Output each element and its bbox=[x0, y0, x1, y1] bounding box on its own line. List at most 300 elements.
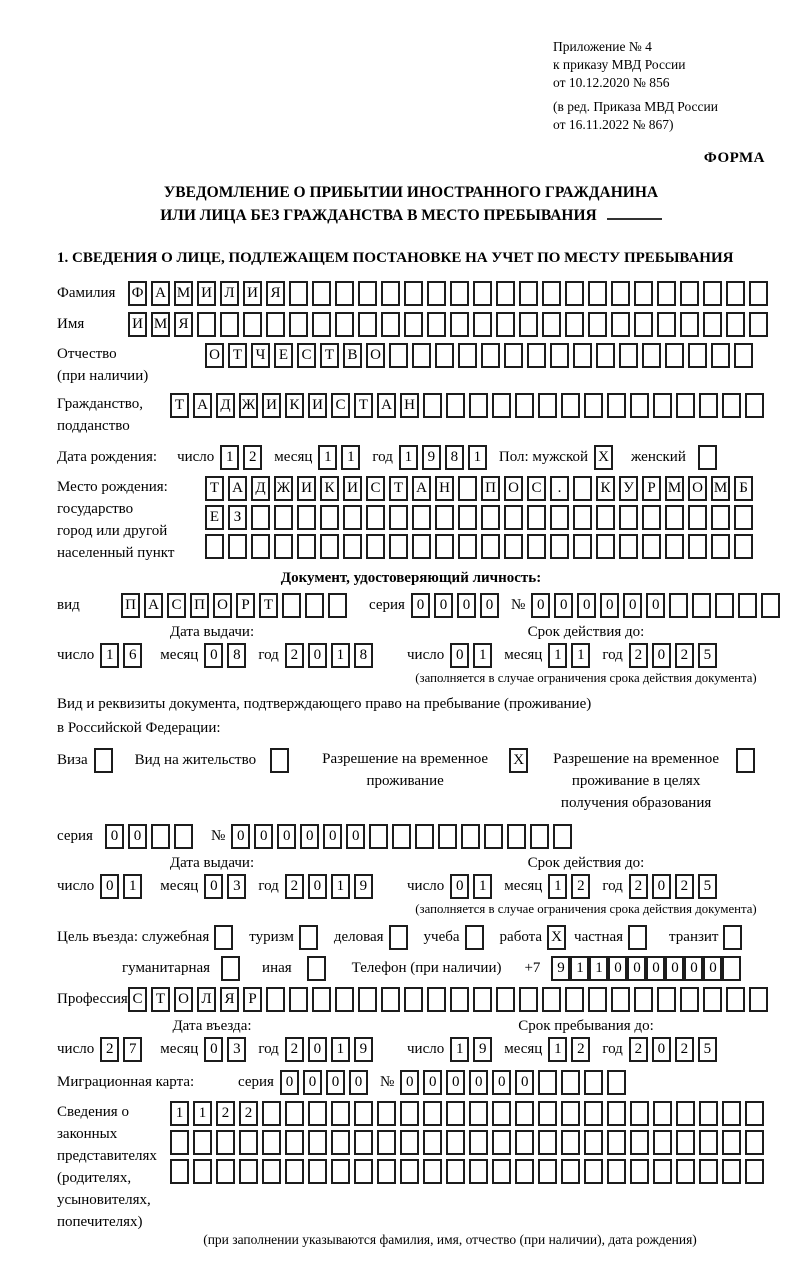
char-cell[interactable] bbox=[239, 1130, 258, 1155]
char-cell[interactable]: В bbox=[343, 343, 362, 368]
char-cell[interactable]: С bbox=[331, 393, 350, 418]
char-cell[interactable]: К bbox=[320, 476, 339, 501]
char-cell[interactable]: 9 bbox=[422, 445, 441, 470]
char-cell[interactable]: 1 bbox=[450, 1037, 469, 1062]
char-cell[interactable]: И bbox=[297, 476, 316, 501]
char-cell[interactable]: 0 bbox=[204, 874, 223, 899]
char-cell[interactable]: Н bbox=[400, 393, 419, 418]
char-cell[interactable] bbox=[274, 534, 293, 559]
char-cell[interactable]: X bbox=[509, 748, 528, 773]
char-cell[interactable]: 0 bbox=[703, 956, 722, 981]
char-cell[interactable] bbox=[377, 1159, 396, 1184]
char-cell[interactable] bbox=[657, 987, 676, 1012]
char-cell[interactable]: О bbox=[504, 476, 523, 501]
char-cell[interactable] bbox=[738, 593, 757, 618]
char-cell[interactable]: 1 bbox=[473, 643, 492, 668]
char-cell[interactable] bbox=[550, 534, 569, 559]
char-cell[interactable] bbox=[515, 393, 534, 418]
char-cell[interactable]: Т bbox=[320, 343, 339, 368]
char-cell[interactable] bbox=[308, 1130, 327, 1155]
char-cell[interactable]: . bbox=[550, 476, 569, 501]
char-cell[interactable]: 9 bbox=[473, 1037, 492, 1062]
char-cell[interactable]: 1 bbox=[331, 643, 350, 668]
char-cell[interactable] bbox=[703, 281, 722, 306]
temp-res-edu-checkbox[interactable] bbox=[736, 748, 759, 773]
char-cell[interactable]: 0 bbox=[665, 956, 684, 981]
char-cell[interactable] bbox=[423, 1101, 442, 1126]
char-cell[interactable] bbox=[561, 1130, 580, 1155]
char-cell[interactable]: 8 bbox=[354, 643, 373, 668]
char-cell[interactable] bbox=[607, 1070, 626, 1095]
char-cell[interactable] bbox=[722, 1159, 741, 1184]
char-cell[interactable]: 1 bbox=[318, 445, 337, 470]
char-cell[interactable]: 3 bbox=[227, 874, 246, 899]
char-cell[interactable] bbox=[450, 312, 469, 337]
char-cell[interactable]: 2 bbox=[100, 1037, 119, 1062]
char-cell[interactable] bbox=[335, 281, 354, 306]
char-cell[interactable] bbox=[749, 987, 768, 1012]
char-cell[interactable]: 0 bbox=[300, 824, 319, 849]
char-cell[interactable]: 0 bbox=[684, 956, 703, 981]
char-cell[interactable] bbox=[193, 1159, 212, 1184]
char-cell[interactable] bbox=[669, 593, 688, 618]
char-cell[interactable] bbox=[446, 1101, 465, 1126]
char-cell[interactable] bbox=[481, 343, 500, 368]
char-cell[interactable]: А bbox=[228, 476, 247, 501]
char-cell[interactable] bbox=[653, 393, 672, 418]
char-cell[interactable]: 2 bbox=[285, 643, 304, 668]
char-cell[interactable] bbox=[722, 1101, 741, 1126]
char-cell[interactable]: 0 bbox=[652, 874, 671, 899]
char-cell[interactable] bbox=[400, 1101, 419, 1126]
char-cell[interactable] bbox=[354, 1159, 373, 1184]
char-cell[interactable] bbox=[699, 1159, 718, 1184]
char-cell[interactable] bbox=[542, 312, 561, 337]
char-cell[interactable] bbox=[354, 1130, 373, 1155]
char-cell[interactable] bbox=[722, 393, 741, 418]
char-cell[interactable] bbox=[446, 1159, 465, 1184]
char-cell[interactable] bbox=[653, 1159, 672, 1184]
char-cell[interactable] bbox=[584, 1159, 603, 1184]
char-cell[interactable] bbox=[400, 1130, 419, 1155]
char-cell[interactable] bbox=[538, 1159, 557, 1184]
char-cell[interactable] bbox=[320, 505, 339, 530]
char-cell[interactable] bbox=[270, 748, 289, 773]
char-cell[interactable]: 7 bbox=[123, 1037, 142, 1062]
purpose-tourism-checkbox[interactable] bbox=[299, 925, 318, 950]
char-cell[interactable] bbox=[308, 1101, 327, 1126]
char-cell[interactable] bbox=[427, 312, 446, 337]
char-cell[interactable] bbox=[435, 343, 454, 368]
char-cell[interactable]: 2 bbox=[675, 643, 694, 668]
char-cell[interactable] bbox=[297, 505, 316, 530]
char-cell[interactable] bbox=[205, 534, 224, 559]
char-cell[interactable] bbox=[749, 312, 768, 337]
char-cell[interactable]: О bbox=[688, 476, 707, 501]
char-cell[interactable] bbox=[328, 593, 347, 618]
char-cell[interactable]: А bbox=[377, 393, 396, 418]
char-cell[interactable]: 0 bbox=[600, 593, 619, 618]
visa-checkbox[interactable] bbox=[94, 748, 117, 773]
char-cell[interactable]: 2 bbox=[243, 445, 262, 470]
char-cell[interactable] bbox=[170, 1130, 189, 1155]
char-cell[interactable]: 0 bbox=[469, 1070, 488, 1095]
char-cell[interactable]: А bbox=[193, 393, 212, 418]
char-cell[interactable]: 0 bbox=[652, 643, 671, 668]
representatives-line1[interactable] bbox=[170, 1101, 768, 1126]
char-cell[interactable]: Т bbox=[259, 593, 278, 618]
char-cell[interactable] bbox=[469, 1101, 488, 1126]
char-cell[interactable]: 1 bbox=[548, 874, 567, 899]
char-cell[interactable] bbox=[492, 1130, 511, 1155]
char-cell[interactable]: И bbox=[308, 393, 327, 418]
char-cell[interactable] bbox=[297, 534, 316, 559]
char-cell[interactable]: Я bbox=[220, 987, 239, 1012]
char-cell[interactable] bbox=[607, 1101, 626, 1126]
char-cell[interactable]: 2 bbox=[675, 874, 694, 899]
char-cell[interactable] bbox=[481, 534, 500, 559]
entry-month[interactable] bbox=[204, 1037, 250, 1062]
char-cell[interactable] bbox=[343, 505, 362, 530]
char-cell[interactable] bbox=[358, 281, 377, 306]
char-cell[interactable] bbox=[412, 343, 431, 368]
char-cell[interactable]: 0 bbox=[100, 874, 119, 899]
char-cell[interactable] bbox=[492, 1159, 511, 1184]
char-cell[interactable] bbox=[734, 534, 753, 559]
char-cell[interactable] bbox=[561, 1101, 580, 1126]
char-cell[interactable]: 2 bbox=[239, 1101, 258, 1126]
char-cell[interactable]: О bbox=[174, 987, 193, 1012]
char-cell[interactable] bbox=[354, 1101, 373, 1126]
char-cell[interactable] bbox=[561, 1159, 580, 1184]
char-cell[interactable]: И bbox=[197, 281, 216, 306]
char-cell[interactable] bbox=[492, 393, 511, 418]
char-cell[interactable] bbox=[688, 534, 707, 559]
char-cell[interactable]: X bbox=[594, 445, 613, 470]
char-cell[interactable] bbox=[366, 534, 385, 559]
char-cell[interactable]: Р bbox=[236, 593, 255, 618]
char-cell[interactable] bbox=[274, 505, 293, 530]
char-cell[interactable] bbox=[519, 987, 538, 1012]
char-cell[interactable] bbox=[722, 956, 741, 981]
representatives-line2[interactable] bbox=[170, 1130, 768, 1155]
char-cell[interactable] bbox=[588, 987, 607, 1012]
char-cell[interactable] bbox=[438, 824, 457, 849]
char-cell[interactable] bbox=[565, 987, 584, 1012]
name-field[interactable] bbox=[128, 312, 772, 337]
char-cell[interactable] bbox=[611, 987, 630, 1012]
char-cell[interactable]: 0 bbox=[457, 593, 476, 618]
char-cell[interactable]: 2 bbox=[629, 643, 648, 668]
purpose-private-checkbox[interactable] bbox=[628, 925, 647, 950]
char-cell[interactable] bbox=[197, 312, 216, 337]
representatives-line3[interactable] bbox=[170, 1159, 768, 1184]
char-cell[interactable] bbox=[285, 1130, 304, 1155]
char-cell[interactable]: 2 bbox=[216, 1101, 235, 1126]
char-cell[interactable] bbox=[335, 987, 354, 1012]
char-cell[interactable]: 0 bbox=[231, 824, 250, 849]
char-cell[interactable]: Ж bbox=[239, 393, 258, 418]
char-cell[interactable] bbox=[722, 1130, 741, 1155]
mig-number-field[interactable] bbox=[400, 1070, 630, 1095]
char-cell[interactable]: М bbox=[151, 312, 170, 337]
char-cell[interactable] bbox=[584, 393, 603, 418]
char-cell[interactable] bbox=[289, 312, 308, 337]
char-cell[interactable] bbox=[170, 1159, 189, 1184]
char-cell[interactable] bbox=[469, 1130, 488, 1155]
char-cell[interactable]: И bbox=[128, 312, 147, 337]
char-cell[interactable] bbox=[634, 281, 653, 306]
char-cell[interactable] bbox=[726, 281, 745, 306]
char-cell[interactable]: 0 bbox=[326, 1070, 345, 1095]
char-cell[interactable] bbox=[584, 1130, 603, 1155]
char-cell[interactable]: Б bbox=[734, 476, 753, 501]
char-cell[interactable] bbox=[239, 1159, 258, 1184]
temp-res-checkbox[interactable] bbox=[509, 748, 532, 773]
purpose-transit-checkbox[interactable] bbox=[723, 925, 742, 950]
char-cell[interactable]: Д bbox=[251, 476, 270, 501]
doc-issue-day[interactable] bbox=[100, 643, 146, 668]
char-cell[interactable] bbox=[711, 343, 730, 368]
char-cell[interactable] bbox=[745, 1130, 764, 1155]
char-cell[interactable]: 0 bbox=[280, 1070, 299, 1095]
char-cell[interactable] bbox=[400, 1159, 419, 1184]
doc-kind-field[interactable] bbox=[121, 593, 351, 618]
char-cell[interactable]: 0 bbox=[608, 956, 627, 981]
stay-day[interactable] bbox=[450, 1037, 496, 1062]
char-cell[interactable] bbox=[630, 1130, 649, 1155]
char-cell[interactable] bbox=[404, 312, 423, 337]
char-cell[interactable] bbox=[607, 1159, 626, 1184]
char-cell[interactable] bbox=[427, 987, 446, 1012]
doc-valid-day[interactable] bbox=[450, 643, 496, 668]
char-cell[interactable]: 0 bbox=[346, 824, 365, 849]
birth-year-field[interactable] bbox=[399, 445, 491, 470]
char-cell[interactable] bbox=[465, 925, 484, 950]
char-cell[interactable] bbox=[642, 534, 661, 559]
char-cell[interactable] bbox=[366, 505, 385, 530]
patronymic-field[interactable] bbox=[205, 343, 757, 368]
char-cell[interactable] bbox=[458, 505, 477, 530]
char-cell[interactable] bbox=[458, 534, 477, 559]
char-cell[interactable] bbox=[749, 281, 768, 306]
char-cell[interactable]: 9 bbox=[551, 956, 570, 981]
profession-field[interactable] bbox=[128, 987, 772, 1012]
doc-issue-year[interactable] bbox=[285, 643, 377, 668]
char-cell[interactable] bbox=[446, 1130, 465, 1155]
char-cell[interactable]: З bbox=[228, 505, 247, 530]
char-cell[interactable] bbox=[496, 281, 515, 306]
char-cell[interactable] bbox=[389, 534, 408, 559]
char-cell[interactable] bbox=[458, 343, 477, 368]
char-cell[interactable] bbox=[358, 312, 377, 337]
char-cell[interactable]: И bbox=[343, 476, 362, 501]
citizenship-field[interactable] bbox=[170, 393, 768, 418]
char-cell[interactable]: 0 bbox=[349, 1070, 368, 1095]
char-cell[interactable] bbox=[312, 281, 331, 306]
char-cell[interactable] bbox=[515, 1101, 534, 1126]
char-cell[interactable] bbox=[596, 343, 615, 368]
char-cell[interactable] bbox=[734, 505, 753, 530]
char-cell[interactable] bbox=[726, 312, 745, 337]
char-cell[interactable]: 0 bbox=[308, 874, 327, 899]
char-cell[interactable]: Д bbox=[216, 393, 235, 418]
char-cell[interactable] bbox=[665, 505, 684, 530]
char-cell[interactable] bbox=[307, 956, 326, 981]
char-cell[interactable]: Т bbox=[205, 476, 224, 501]
char-cell[interactable]: 2 bbox=[285, 1037, 304, 1062]
char-cell[interactable] bbox=[745, 393, 764, 418]
char-cell[interactable]: 0 bbox=[411, 593, 430, 618]
char-cell[interactable] bbox=[588, 312, 607, 337]
char-cell[interactable]: 0 bbox=[204, 1037, 223, 1062]
char-cell[interactable] bbox=[151, 824, 170, 849]
char-cell[interactable]: Т bbox=[228, 343, 247, 368]
char-cell[interactable] bbox=[174, 824, 193, 849]
char-cell[interactable]: 0 bbox=[646, 956, 665, 981]
char-cell[interactable]: 1 bbox=[589, 956, 608, 981]
char-cell[interactable]: 3 bbox=[227, 1037, 246, 1062]
sex-male-checkbox[interactable] bbox=[594, 445, 617, 470]
char-cell[interactable]: 0 bbox=[652, 1037, 671, 1062]
char-cell[interactable] bbox=[193, 1130, 212, 1155]
char-cell[interactable] bbox=[484, 824, 503, 849]
char-cell[interactable]: 0 bbox=[515, 1070, 534, 1095]
char-cell[interactable] bbox=[262, 1101, 281, 1126]
char-cell[interactable]: А bbox=[151, 281, 170, 306]
phone-field[interactable] bbox=[551, 956, 741, 981]
char-cell[interactable]: 2 bbox=[629, 874, 648, 899]
char-cell[interactable] bbox=[282, 593, 301, 618]
char-cell[interactable] bbox=[504, 343, 523, 368]
char-cell[interactable] bbox=[377, 1130, 396, 1155]
char-cell[interactable] bbox=[369, 824, 388, 849]
res-valid-year[interactable] bbox=[629, 874, 721, 899]
char-cell[interactable]: 0 bbox=[277, 824, 296, 849]
char-cell[interactable] bbox=[761, 593, 780, 618]
char-cell[interactable] bbox=[703, 312, 722, 337]
res-issue-day[interactable] bbox=[100, 874, 146, 899]
char-cell[interactable]: 1 bbox=[170, 1101, 189, 1126]
res-valid-day[interactable] bbox=[450, 874, 496, 899]
char-cell[interactable]: О bbox=[366, 343, 385, 368]
char-cell[interactable] bbox=[611, 281, 630, 306]
char-cell[interactable]: 0 bbox=[323, 824, 342, 849]
char-cell[interactable]: 0 bbox=[492, 1070, 511, 1095]
char-cell[interactable] bbox=[657, 312, 676, 337]
char-cell[interactable] bbox=[492, 1101, 511, 1126]
char-cell[interactable]: М bbox=[711, 476, 730, 501]
char-cell[interactable] bbox=[515, 1130, 534, 1155]
entry-year[interactable] bbox=[285, 1037, 377, 1062]
char-cell[interactable] bbox=[312, 312, 331, 337]
char-cell[interactable] bbox=[331, 1101, 350, 1126]
char-cell[interactable] bbox=[550, 343, 569, 368]
char-cell[interactable]: 5 bbox=[698, 1037, 717, 1062]
char-cell[interactable]: 1 bbox=[570, 956, 589, 981]
char-cell[interactable]: X bbox=[547, 925, 566, 950]
char-cell[interactable]: Л bbox=[220, 281, 239, 306]
char-cell[interactable]: 2 bbox=[675, 1037, 694, 1062]
char-cell[interactable]: 0 bbox=[646, 593, 665, 618]
char-cell[interactable] bbox=[473, 987, 492, 1012]
char-cell[interactable] bbox=[538, 1130, 557, 1155]
char-cell[interactable] bbox=[676, 1130, 695, 1155]
char-cell[interactable]: 0 bbox=[308, 1037, 327, 1062]
char-cell[interactable] bbox=[611, 312, 630, 337]
char-cell[interactable] bbox=[607, 393, 626, 418]
char-cell[interactable]: О bbox=[205, 343, 224, 368]
char-cell[interactable]: С bbox=[527, 476, 546, 501]
char-cell[interactable] bbox=[423, 1130, 442, 1155]
char-cell[interactable] bbox=[527, 534, 546, 559]
char-cell[interactable]: Т bbox=[170, 393, 189, 418]
char-cell[interactable] bbox=[392, 824, 411, 849]
char-cell[interactable]: Е bbox=[274, 343, 293, 368]
char-cell[interactable] bbox=[665, 534, 684, 559]
char-cell[interactable]: 1 bbox=[548, 1037, 567, 1062]
char-cell[interactable] bbox=[289, 987, 308, 1012]
char-cell[interactable] bbox=[446, 393, 465, 418]
char-cell[interactable]: Ж bbox=[274, 476, 293, 501]
char-cell[interactable]: С bbox=[128, 987, 147, 1012]
char-cell[interactable] bbox=[573, 534, 592, 559]
char-cell[interactable]: Т bbox=[389, 476, 408, 501]
char-cell[interactable] bbox=[435, 534, 454, 559]
char-cell[interactable] bbox=[703, 987, 722, 1012]
char-cell[interactable] bbox=[573, 505, 592, 530]
char-cell[interactable] bbox=[561, 1070, 580, 1095]
char-cell[interactable] bbox=[216, 1159, 235, 1184]
char-cell[interactable] bbox=[711, 534, 730, 559]
char-cell[interactable] bbox=[680, 987, 699, 1012]
char-cell[interactable] bbox=[412, 534, 431, 559]
char-cell[interactable] bbox=[320, 534, 339, 559]
char-cell[interactable]: 2 bbox=[571, 874, 590, 899]
char-cell[interactable] bbox=[515, 1159, 534, 1184]
char-cell[interactable] bbox=[473, 312, 492, 337]
birthplace-line1[interactable] bbox=[205, 476, 757, 501]
char-cell[interactable]: Н bbox=[435, 476, 454, 501]
char-cell[interactable]: Ч bbox=[251, 343, 270, 368]
char-cell[interactable]: 0 bbox=[480, 593, 499, 618]
char-cell[interactable] bbox=[584, 1070, 603, 1095]
char-cell[interactable]: Е bbox=[205, 505, 224, 530]
char-cell[interactable]: 0 bbox=[627, 956, 646, 981]
char-cell[interactable] bbox=[228, 534, 247, 559]
purpose-official-checkbox[interactable] bbox=[214, 925, 233, 950]
char-cell[interactable] bbox=[377, 1101, 396, 1126]
char-cell[interactable] bbox=[711, 505, 730, 530]
char-cell[interactable] bbox=[699, 1101, 718, 1126]
char-cell[interactable]: 2 bbox=[629, 1037, 648, 1062]
char-cell[interactable] bbox=[381, 312, 400, 337]
char-cell[interactable] bbox=[507, 824, 526, 849]
entry-day[interactable] bbox=[100, 1037, 146, 1062]
char-cell[interactable] bbox=[607, 1130, 626, 1155]
char-cell[interactable] bbox=[573, 343, 592, 368]
char-cell[interactable] bbox=[404, 281, 423, 306]
char-cell[interactable] bbox=[692, 593, 711, 618]
char-cell[interactable]: 2 bbox=[571, 1037, 590, 1062]
char-cell[interactable] bbox=[676, 393, 695, 418]
char-cell[interactable] bbox=[723, 925, 742, 950]
char-cell[interactable] bbox=[619, 505, 638, 530]
char-cell[interactable] bbox=[243, 312, 262, 337]
char-cell[interactable] bbox=[688, 505, 707, 530]
char-cell[interactable] bbox=[542, 281, 561, 306]
char-cell[interactable]: 0 bbox=[400, 1070, 419, 1095]
